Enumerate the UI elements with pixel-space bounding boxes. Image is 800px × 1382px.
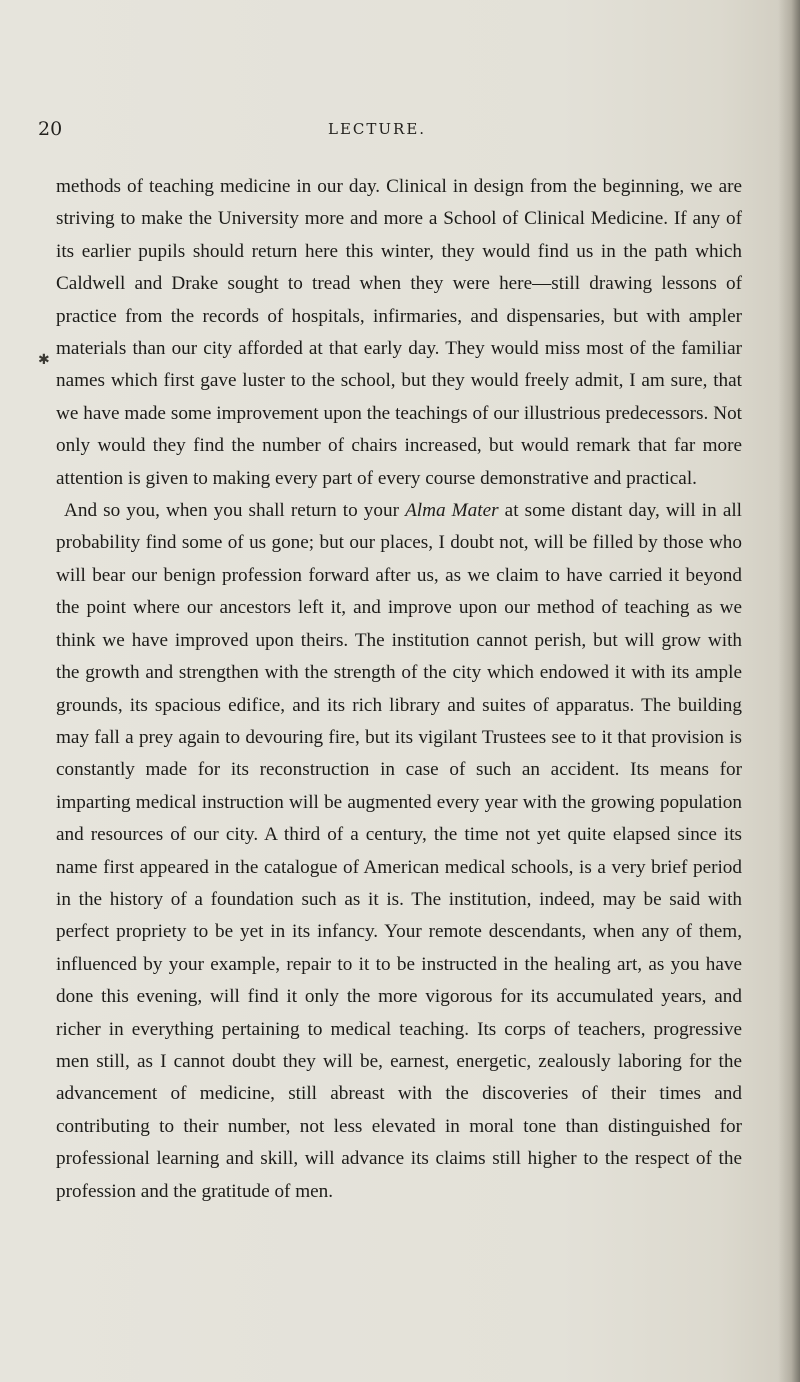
- paragraph-2: [56, 495, 742, 1208]
- paragraph-2-text-start: And so you, when you shall return to your: [64, 500, 406, 522]
- paragraph-1-text: methods of teaching medicine in our day. Clinical in design from the beginning, we are striving to make the University more and more a School of Clinical Medicine. If any of its earlier pupils should return here this winter, they would find us in the path which Caldwell and Drake sought to tread when they were here—still drawing lessons of practice from the records of hospitals, infirmaries, and dispensaries, but with ampler materials than our city afforded at that early day. They would miss most of the familiar names which first gave luster to the school, but they would freely admit, I am sure, that we have made some improvement upon the teachings of our illustrious predecessors. Not only would they find the number of chairs increased, but would remark that far more attention is given to making every part of every course demonstrative and practical.: [56, 176, 742, 489]
- page-header: [38, 118, 738, 148]
- margin-mark: ✱: [38, 352, 50, 368]
- alma-mater-italic: Alma Mater: [405, 500, 499, 522]
- body-text: [56, 171, 742, 1208]
- paragraph-1: [56, 171, 742, 495]
- running-title: LECTURE.: [328, 120, 427, 138]
- paragraph-2-text-rest: at some distant day, will in all probability find some of us gone; but our places, I doubt not, will be filled by those who will bear our benign profession forward after us, as we claim to have carried it beyond the point where our ancestors left it, and improve upon our method of teaching as we think we have improved upon theirs. The institution cannot perish, but will grow with the growth and strengthen with the strength of the city which endowed it with its ample grounds, its spacious edifice, and its rich library and suites of apparatus. The building may fall a prey again to devouring fire, but its vigilant Trustees see to it that provision is constantly made for its reconstruction in case of such an accident. Its means for imparting medical instruction will be augmented every year with the growing population and resources of our city. A third of a century, the time not yet quite elapsed since its name first appeared in the catalogue of American medical schools, is a very brief period in the history of a foundation such as it is. The institution, indeed, may be said with perfect propriety to be yet in its infancy. Your remote descendants, when any of them, influenced by your example, repair to it to be instructed in the healing art, as you have done this evening, will find it only the more vigorous for its accumulated years, and richer in everything pertaining to medical teaching. Its corps of teachers, progressive men still, as I cannot doubt they will be, earnest, energetic, zealously laboring for the advancement of medicine, still abreast with the discoveries of their times and contributing to their number, not less elevated in moral tone than distinguished for professional learning and skill, will advance its claims still higher to the respect of the profession and the gratitude of men.: [56, 500, 742, 1202]
- page-number: 20: [38, 118, 63, 140]
- page-edge-shadow: [778, 0, 800, 1382]
